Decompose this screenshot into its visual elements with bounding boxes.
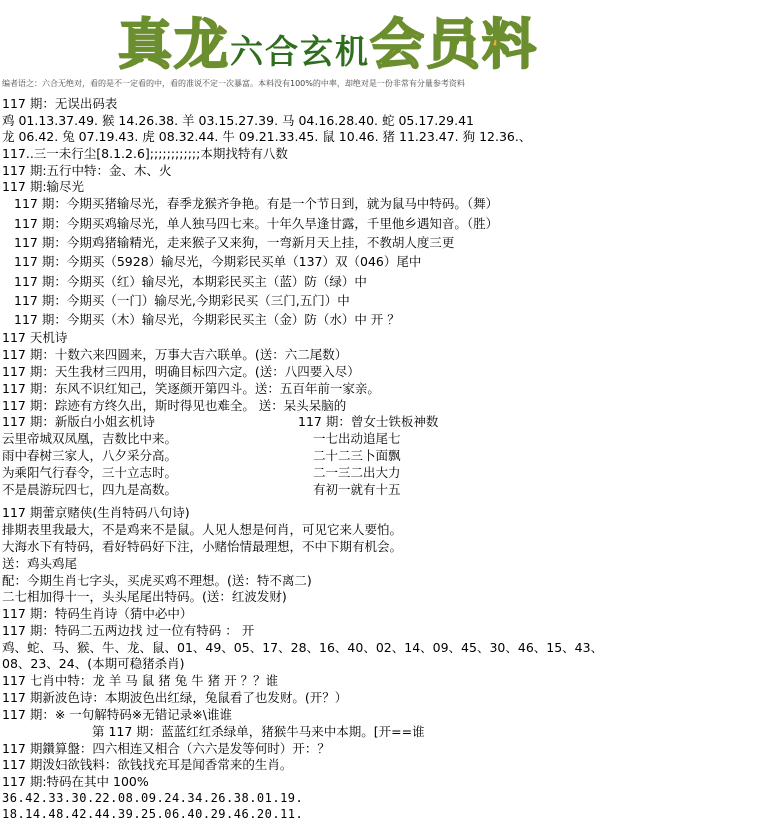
number-line: 18.14.48.42.44.39.25.06.40.29.46.20.11. — [2, 807, 304, 821]
disclaimer-text: 编者语之：六合无绝对，看的是不一定看的中，看的准说不定一次暴富。本料没有100%的中率，却绝对是一份非常有分量参考资料 — [2, 79, 465, 88]
banner-title-part-3: 会员料 — [370, 13, 538, 76]
text-line: 117 期：东风不识红知己，笑逐颜开第四斗。送：五百年前一家亲。 — [2, 381, 380, 396]
text-line: 117 期：今期买鸡输尽光，单人独马四七来。十年久旱逢甘露，千里他乡遇知音。（胜） — [14, 216, 499, 231]
text-line: 117 期：今期买（一门）输尽光,今期彩民买（三门,五门）中 — [14, 293, 350, 308]
text-line: 117 期：天生我材三四用，明确目标四六定。(送：八四要入尽） — [2, 364, 360, 379]
text-line: 二七相加得十一，头头尾尾出特码。(送：红波发财) — [2, 589, 287, 604]
banner-title-part-1: 真龙 — [118, 13, 230, 76]
text-line: 117 期蕾京赌侠(生肖特码八句诗) — [2, 505, 190, 520]
text-line: 117 期：今期买（5928）输尽光，今期彩民买单（137）双（046）尾中 — [14, 254, 422, 269]
text-line: 龙 06.42. 兔 07.19.43. 虎 08.32.44. 牛 09.21.33.45. 鼠 10.46. 猪 11.23.47. 狗 12.36.、 — [2, 129, 532, 144]
text-line: 117 期：曾女士铁板神数 — [298, 414, 439, 429]
text-line: 117 期鑽算盤：四六相连又相合（六六是发等何时）开：？ — [2, 741, 330, 756]
text-line: 08、23、24、(本期可稳猪杀肖) — [2, 656, 185, 671]
text-line: 117 期：特码二五两边找 过一位有特码 ： 开 — [2, 623, 255, 638]
text-line: 117 期：今期买（木）输尽光，今期彩民买主（金）防（水）中 开 ？ — [14, 312, 400, 327]
text-line: 有初一就有十五 — [313, 482, 401, 497]
text-line: 117..三一未行尘[8.1.2.6];;;;;;;;;;;;本期找特有八数 — [2, 146, 288, 161]
text-line: 配：今期生肖七字头，买虎买鸡不理想。(送：特不离二) — [2, 573, 312, 588]
text-line: 第 117 期：蓝蓝红红杀绿单，猪猴牛马来中本期。[开==谁 — [92, 724, 425, 739]
text-line: 117 期：踪迹有方终久出，斯时得见也难全。 送：呆头呆脑的 — [2, 398, 347, 413]
text-line: 云里帝城双凤凰，吉数比中来。 — [2, 431, 178, 446]
text-line: 117 期新波色诗：本期波色出红绿，兔鼠看了也发财。(开？） — [2, 690, 348, 705]
text-line: 117 期：特码生肖诗（猜中必中） — [2, 606, 193, 621]
text-line: 117 期：十数六来四圆来，万事大吉六联单。(送：六二尾数） — [2, 347, 348, 362]
text-line: 雨中春树三家人，八夕采分高。 — [2, 448, 178, 463]
text-line: 二一三二出大力 — [313, 465, 401, 480]
text-line: 117 期:输尽光 — [2, 179, 85, 194]
text-line: 二十二三卜面飘 — [313, 448, 401, 463]
text-line: 117 期：今期买（红）输尽光，本期彩民买主（蓝）防（绿）中 — [14, 274, 367, 289]
text-line: 鸡 01.13.37.49. 猴 14.26.38. 羊 03.15.27.39. 马 04.16.28.40. 蛇 05.17.29.41 — [2, 113, 474, 128]
text-line: 117 期：新版白小姐玄机诗 — [2, 414, 155, 429]
text-line: 117 期：今期鸡猪输精光，走来猴子又来狗，一弯新月天上挂，不教胡人度三更 — [14, 235, 455, 250]
text-line: 不是晨游玩四七，四九是高数。 — [2, 482, 178, 497]
text-line: 117 期:五行中特：金、木、火 — [2, 163, 172, 178]
text-line: 送：鸡头鸡尾 — [2, 556, 78, 571]
number-line: 36.42.33.30.22.08.09.24.34.26.38.01.19. — [2, 791, 304, 805]
text-line: 117 期:特码在其中 100% — [2, 774, 149, 789]
banner-title — [118, 2, 548, 76]
text-line: 鸡、蛇、马、猴、牛、龙、鼠、01、49、05、17、28、16、40、02、14、09、45、30、46、15、43、 — [2, 640, 604, 655]
text-line: 117 期：※ 一句解特码※无错记录※\谁谁 — [2, 707, 232, 722]
text-line: 为乘阳气行春令，三十立志时。 — [2, 465, 178, 480]
text-line: 大海水下有特码，看好特码好下注，小赌怡情最理想，不中下期有机会。 — [2, 539, 403, 554]
text-line: 117 期泼妇欲钱料：欲钱找充耳是闻香常来的生肖。 — [2, 757, 293, 772]
text-line: 117 期：无误出码表 — [2, 96, 118, 111]
text-line: 117 期：今期买猪输尽光，春季龙猴齐争艳。有是一个节日到，就为鼠马中特码。（舞） — [14, 196, 499, 211]
text-line: 排期表里我最大，不是鸡来不是鼠。人见人想是何肖，可见它来人要怕。 — [2, 522, 403, 537]
text-line: 117 天机诗 — [2, 330, 68, 345]
text-line: 117 七肖中特：龙 羊 马 鼠 猪 兔 牛 猪 开 ？？谁 — [2, 673, 279, 688]
header-banner — [0, 0, 775, 76]
banner-title-part-2: 六合玄机 — [230, 32, 370, 71]
text-line: 一七出动追尾七 — [313, 431, 401, 446]
